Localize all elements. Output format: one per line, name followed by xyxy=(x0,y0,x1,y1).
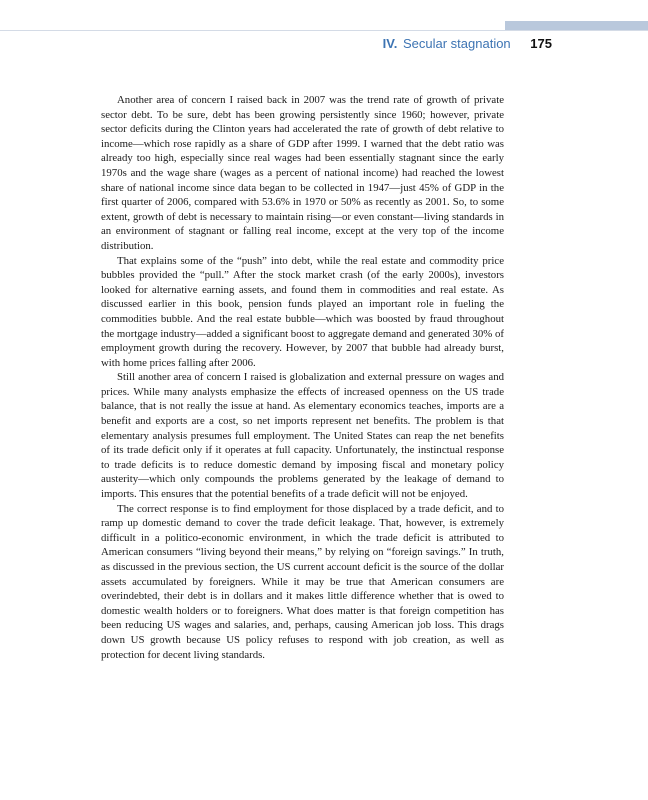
paragraph: The correct response is to find employment for those displaced by a trade deficit, and to ramp up domestic demand to cover the trade deficit leakage. That, however, is extremely difficult in a politico-economic environment, in which the trade deficit is attributed to American consumers “living beyond their means,” by relying on “foreign savings.” In truth, as discussed in the previous section, the US current account deficit is the source of the dollar assets accumulated by foreigners. While it may be true that American consumers are overindebted, their debt is in dollars and it makes little difference whether that is owed to domestic wealth holders or to foreigners. What does matter is that foreign competition has been reducing US wages and salaries, and, perhaps, causing American job loss. This drags down US growth because US policy refuses to respond with job creation, as well as protection for decent living standards. xyxy=(101,502,504,661)
chapter-number: IV. xyxy=(382,36,398,51)
page-number: 175 xyxy=(530,36,552,51)
paragraph: Another area of concern I raised back in 2007 was the trend rate of growth of private sector debt. To be sure, debt has been growing persistently since 1960; however, private sector deficits during the Clinton years had accelerated the rate of growth of debt relative to income—which rose rapidly as a share of GDP after 1999. I warned that the debt ratio was already too high, especially since real wages had been essentially stagnant since the early 1970s and the wage share (wages as a percent of national income) had reached the lowest share of national income since data began to be collected in 1947—just 45% of GDP in the first quarter of 2006, compared with 53.6% in 1970 or 50% as recently as 2001. So, to some extent, growth of debt is necessary to maintain rising—or even constant—living standards in an environment of stagnant or falling real income, except at the very top of the income distribution. xyxy=(101,94,504,252)
body-text xyxy=(101,93,504,662)
header-rule xyxy=(0,30,648,31)
paragraph: Still another area of concern I raised is globalization and external pressure on wages and prices. While many analysts emphasize the effects of increased openness on the US trade balance, that is not really the issue at hand. As elementary economics teaches, imports are a benefit and exports are a cost, so net imports represent net benefits. The problem is that elementary analysis presumes full employment. The United States can reap the net benefits of its trade deficit only if it operates at full capacity. Unfortunately, the instinctual response to trade deficits is to reduce domestic demand by imposing fiscal and monetary policy austerity—which only compounds the problems generated by the leakage of demand to imports. This ensures that the potential benefits of a trade deficit will not be enjoyed. xyxy=(101,371,504,501)
header-accent-bar xyxy=(505,21,648,30)
running-header xyxy=(0,36,552,54)
paragraph: That explains some of the “push” into debt, while the real estate and commodity price bubbles provided the “pull.” After the stock market crash (of the early 2000s), investors looked for alternative earning assets, and found them in commodities and real estate. As discussed earlier in this book, pension funds played an important role in fueling the commodities bubble. And the real estate bubble—which was boosted by fraud throughout the mortgage industry—added a significant boost to aggregate demand and generated 30% of employment growth during the recovery. However, by 2007 that bubble had already burst, with home prices falling after 2006. xyxy=(101,254,504,369)
chapter-title: Secular stagnation xyxy=(402,36,511,51)
